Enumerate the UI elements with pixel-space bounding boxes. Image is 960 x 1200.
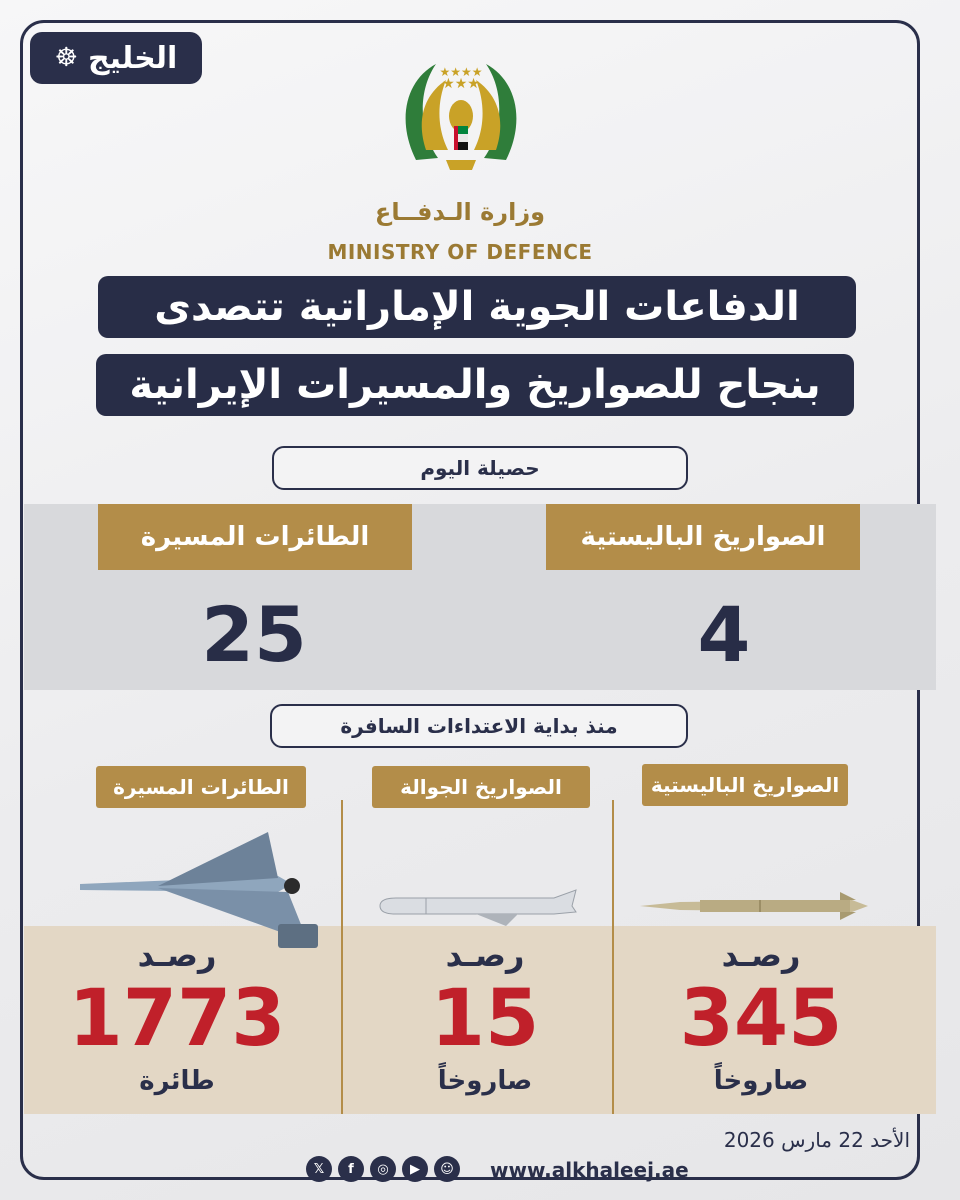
cumulative-ballistic-count: 345 (679, 974, 843, 1064)
youtube-icon[interactable]: ▶ (402, 1156, 428, 1182)
cruise-missile-icon (376, 880, 582, 930)
cumulative-cruise-unit: صاروخاً (437, 1066, 533, 1096)
cumulative-ballistic-unit: صاروخاً (713, 1066, 809, 1096)
snapchat-icon[interactable]: ☺ (434, 1156, 460, 1182)
headline-line-2: بنجاح للصواريخ والمسيرات الإيرانية (96, 354, 854, 416)
x-icon[interactable]: 𝕏 (306, 1156, 332, 1182)
ministry-name-ar: وزارة الـدفــاع (374, 198, 546, 226)
today-label: حصيلة اليوم (272, 446, 688, 490)
today-drones-label: الطائرات المسيرة (98, 504, 412, 570)
cumulative-cruise-label: الصواريخ الجوالة (372, 766, 590, 808)
cumulative-cruise-count: 15 (430, 974, 540, 1064)
brand-logo[interactable] (30, 32, 202, 84)
ministry-name-en: MINISTRY OF DEFENCE (327, 240, 593, 264)
ship-wheel-icon: ☸ (54, 43, 79, 73)
website-link[interactable]: www.alkhaleej.ae (490, 1158, 689, 1182)
ballistic-missile-icon (640, 882, 880, 928)
column-divider (341, 800, 343, 1114)
today-ballistic-count: 4 (697, 590, 751, 679)
social-links (306, 1156, 460, 1182)
cumulative-drones-label: الطائرات المسيرة (96, 766, 306, 808)
cumulative-drones-count: 1773 (68, 974, 286, 1064)
since-start-label: منذ بداية الاعتداءات السافرة (270, 704, 688, 748)
column-divider (612, 800, 614, 1114)
brand-name: الخليج (88, 40, 178, 76)
svg-text:★★★★: ★★★★ (439, 65, 483, 79)
cumulative-cruise-detected: رصـد (445, 936, 525, 974)
headline-line-1: الدفاعات الجوية الإماراتية تتصدى (98, 276, 856, 338)
today-drones-count: 25 (201, 590, 307, 679)
instagram-icon[interactable]: ◎ (370, 1156, 396, 1182)
facebook-icon[interactable]: f (338, 1156, 364, 1182)
cumulative-drones-unit: طائرة (139, 1066, 215, 1096)
publish-date: الأحد 22 مارس 2026 (723, 1128, 910, 1152)
cumulative-drones-detected: رصـد (137, 936, 217, 974)
today-ballistic-label: الصواريخ الباليستية (546, 504, 860, 570)
falcon-emblem-icon (396, 50, 526, 180)
svg-text:★★★: ★★★ (442, 76, 480, 92)
cumulative-ballistic-detected: رصـد (721, 936, 801, 974)
drone-icon (78, 832, 322, 952)
cumulative-ballistic-label: الصواريخ الباليستية (642, 764, 848, 806)
